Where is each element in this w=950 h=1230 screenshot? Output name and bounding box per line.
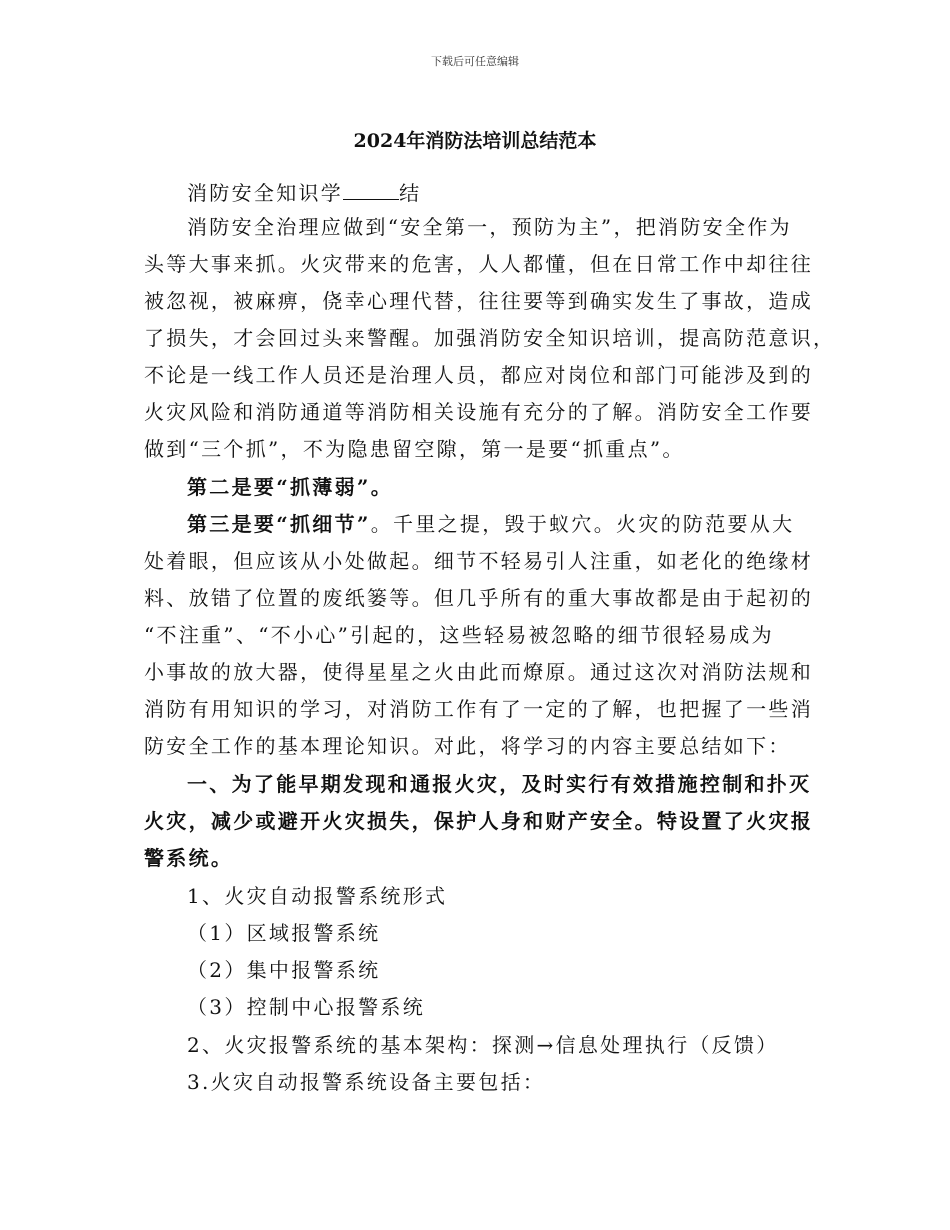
subtitle-line: [187, 177, 421, 206]
paragraph-line: 了损失，才会回过头来警醒。加强消防安全知识培训，提高防范意识，: [144, 326, 836, 350]
list-item-heading: 3.火灾自动报警系统设备主要包括：: [187, 1070, 546, 1094]
paragraph-text: 。千里之提，毁于蚁穴。火灾的防范要从大: [370, 512, 795, 536]
paragraph-line: 处着眼，但应该从小处做起。细节不轻易引人注重，如老化的绝缘材: [144, 549, 813, 573]
list-item: （2）集中报警系统: [187, 958, 381, 982]
subtitle-text: 消防安全知识学: [187, 181, 344, 205]
bold-heading-line: 第二是要“抓薄弱”。: [187, 475, 394, 499]
list-item: （3）控制中心报警系统: [187, 995, 426, 1019]
list-item: （1）区域报警系统: [187, 921, 381, 945]
paragraph-line: 防安全工作的基本理论知识。对此，将学习的内容主要总结如下：: [144, 734, 791, 758]
page-header: 下载后可任意编辑: [431, 55, 519, 68]
list-item-heading: 2、火灾报警系统的基本架构：探测→信息处理执行（反馈）: [187, 1033, 779, 1057]
list-item-heading: 1、火灾自动报警系统形式: [187, 884, 448, 908]
bold-phrase: 第三是要“抓细节”: [187, 512, 371, 536]
paragraph-line: [187, 508, 794, 537]
paragraph-line: 头等大事来抓。火灾带来的危害，人人都懂，但在日常工作中却往往: [144, 252, 813, 276]
paragraph-line: 消防安全治理应做到“安全第一，预防为主”，把消防安全作为: [187, 215, 792, 239]
paragraph-line: 做到“三个抓”，不为隐患留空隙，第一是要“抓重点”。: [144, 437, 685, 461]
bold-paragraph-line: 火灾，减少或避开火灾损失，保护人身和财产安全。特设置了火灾报: [144, 809, 813, 833]
bold-paragraph-line: 警系统。: [144, 846, 234, 870]
paragraph-line: 被忽视，被麻痹，侥幸心理代替，往往要等到确实发生了事故，造成: [144, 289, 813, 313]
subtitle-text-end: 结: [399, 181, 422, 205]
bold-paragraph-line: 一、为了能早期发现和通报火灾，及时实行有效措施控制和扑灭: [187, 772, 812, 796]
paragraph-line: 料、放错了位置的废纸篓等。但几乎所有的重大事故都是由于起初的: [144, 586, 813, 610]
paragraph-line: 消防有用知识的学习，对消防工作有了一定的了解，也把握了一些消: [144, 697, 813, 721]
paragraph-line: 小事故的放大器，使得星星之火由此而燎原。通过这次对消防法规和: [144, 660, 813, 684]
paragraph-line: 火灾风险和消防通道等消防相关设施有充分的了解。消防安全工作要: [144, 400, 813, 424]
document-title: 2024年消防法培训总结范本: [353, 130, 597, 152]
paragraph-line: 不论是一线工作人员还是治理人员，都应对岗位和部门可能涉及到的: [144, 363, 813, 387]
paragraph-line: “不注重”、“不小心”引起的，这些轻易被忽略的细节很轻易成为: [144, 623, 774, 647]
blank-underline: [343, 181, 399, 200]
